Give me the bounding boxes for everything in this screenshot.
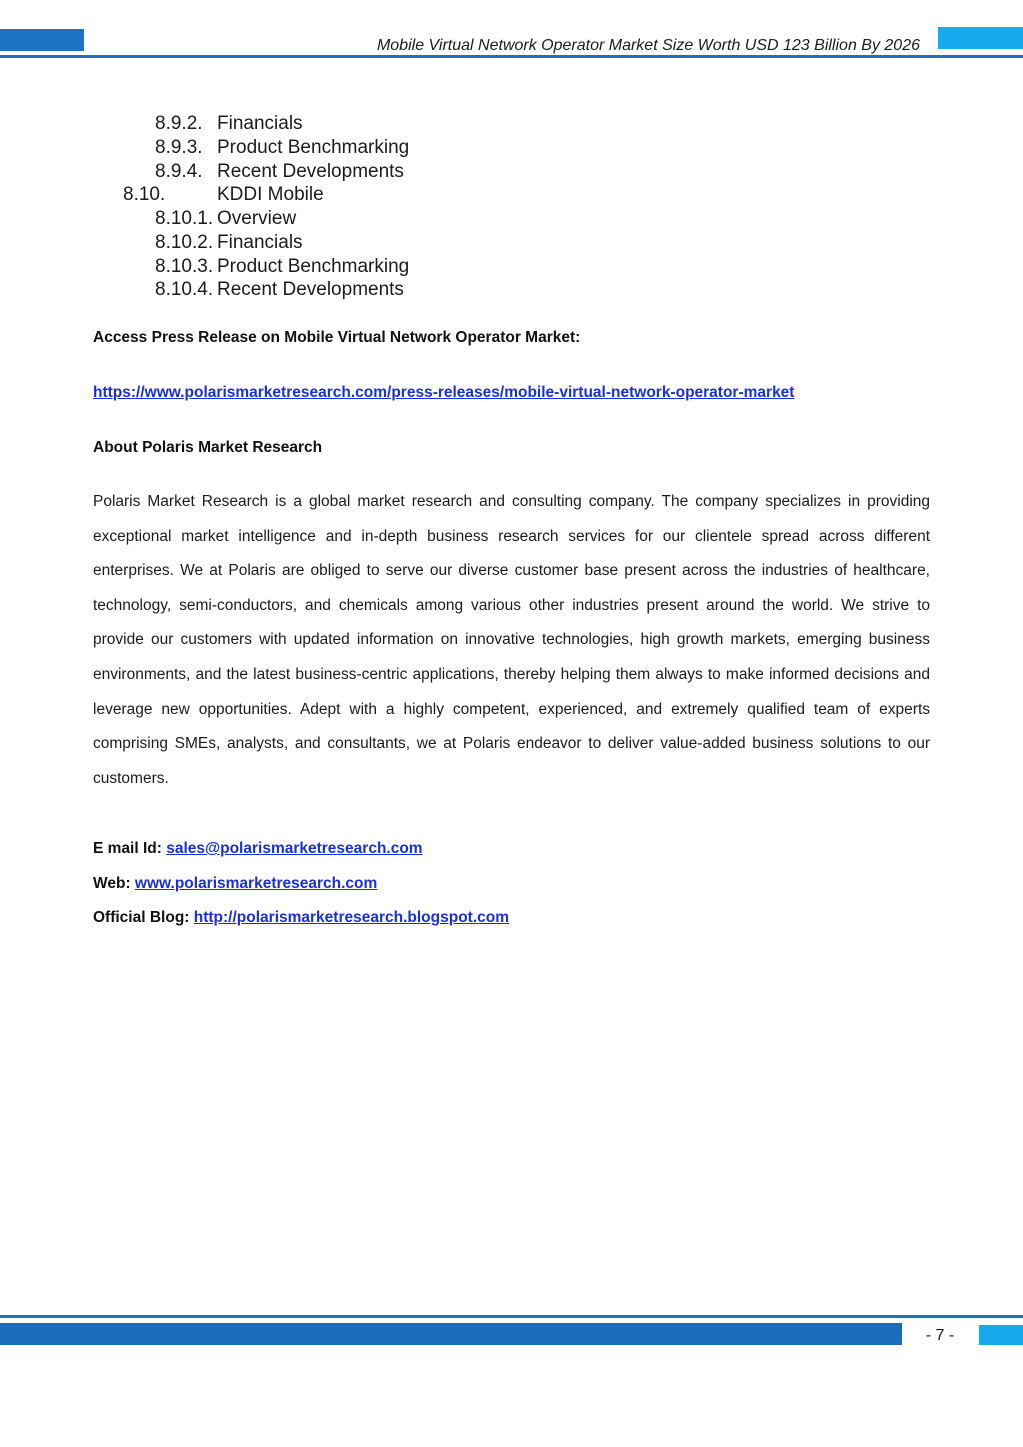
page-header-title: Mobile Virtual Network Operator Market Size Worth USD 123 Billion By 2026 xyxy=(376,37,920,54)
toc-number: 8.9.3. xyxy=(155,137,203,158)
footer-accent-right xyxy=(979,1325,1023,1345)
press-release-link-container xyxy=(93,383,930,403)
web-label: Web: xyxy=(93,874,131,892)
press-release-heading: Access Press Release on Mobile Virtual Network Operator Market: xyxy=(93,329,581,346)
footer-bar xyxy=(0,1323,902,1345)
blog-link[interactable]: http://polarismarketresearch.blogspot.com xyxy=(193,909,510,926)
blog-row xyxy=(93,901,930,936)
toc-number: 8.10. xyxy=(123,184,166,205)
footer-rule xyxy=(0,1315,1023,1318)
header-accent-right xyxy=(938,27,1023,49)
toc-label: Recent Developments xyxy=(217,279,404,300)
email-link[interactable]: sales@polarismarketresearch.com xyxy=(166,840,423,857)
web-row xyxy=(93,867,930,902)
toc-label: Product Benchmarking xyxy=(217,137,410,158)
header-accent-left xyxy=(0,29,84,51)
press-release-link[interactable]: https://www.polarismarketresearch.com/press-releases/mobile-virtual-network-operator-market xyxy=(93,384,795,401)
blog-label: Official Blog: xyxy=(93,909,190,926)
web-link[interactable]: www.polarismarketresearch.com xyxy=(134,874,378,892)
about-heading: About Polaris Market Research xyxy=(93,439,323,456)
toc-number: 8.10.3. xyxy=(155,256,214,277)
toc-label: Product Benchmarking xyxy=(217,256,410,277)
toc-number: 8.10.2. xyxy=(155,232,214,253)
toc-label: Recent Developments xyxy=(217,161,404,182)
toc-label: Financials xyxy=(217,113,303,134)
toc-label: Overview xyxy=(217,208,297,229)
page-number: - 7 - xyxy=(925,1327,955,1344)
toc-label: Financials xyxy=(217,232,303,253)
toc-number: 8.9.2. xyxy=(155,113,203,134)
about-paragraph: Polaris Market Research is a global market research and consulting company. The company specializes in providing exceptional market intelligence and in-depth business research services for our clientele spread across different enterprises. We at Polaris are obliged to serve our diverse customer base present across the industries of healthcare, technology, semi-conductors, and chemicals among various other industries present around the world. We strive to provide our customers with updated information on innovative technologies, high growth markets, emerging business environments, and the latest business-centric applications, thereby helping them always to make informed decisions and leverage new opportunities. Adept with a highly competent, experienced, and extremely qualified team of experts comprising SMEs, analysts, and consultants, we at Polaris endeavor to deliver value-added business solutions to our customers. xyxy=(93,493,930,787)
toc-number: 8.9.4. xyxy=(155,161,203,182)
toc-number: 8.10.4. xyxy=(155,279,214,300)
contact-block xyxy=(93,832,930,936)
email-label: E mail Id: xyxy=(93,840,162,857)
toc-label: KDDI Mobile xyxy=(217,184,324,205)
email-row xyxy=(93,832,930,867)
header-rule xyxy=(0,55,1023,58)
toc-number: 8.10.1. xyxy=(155,208,214,229)
